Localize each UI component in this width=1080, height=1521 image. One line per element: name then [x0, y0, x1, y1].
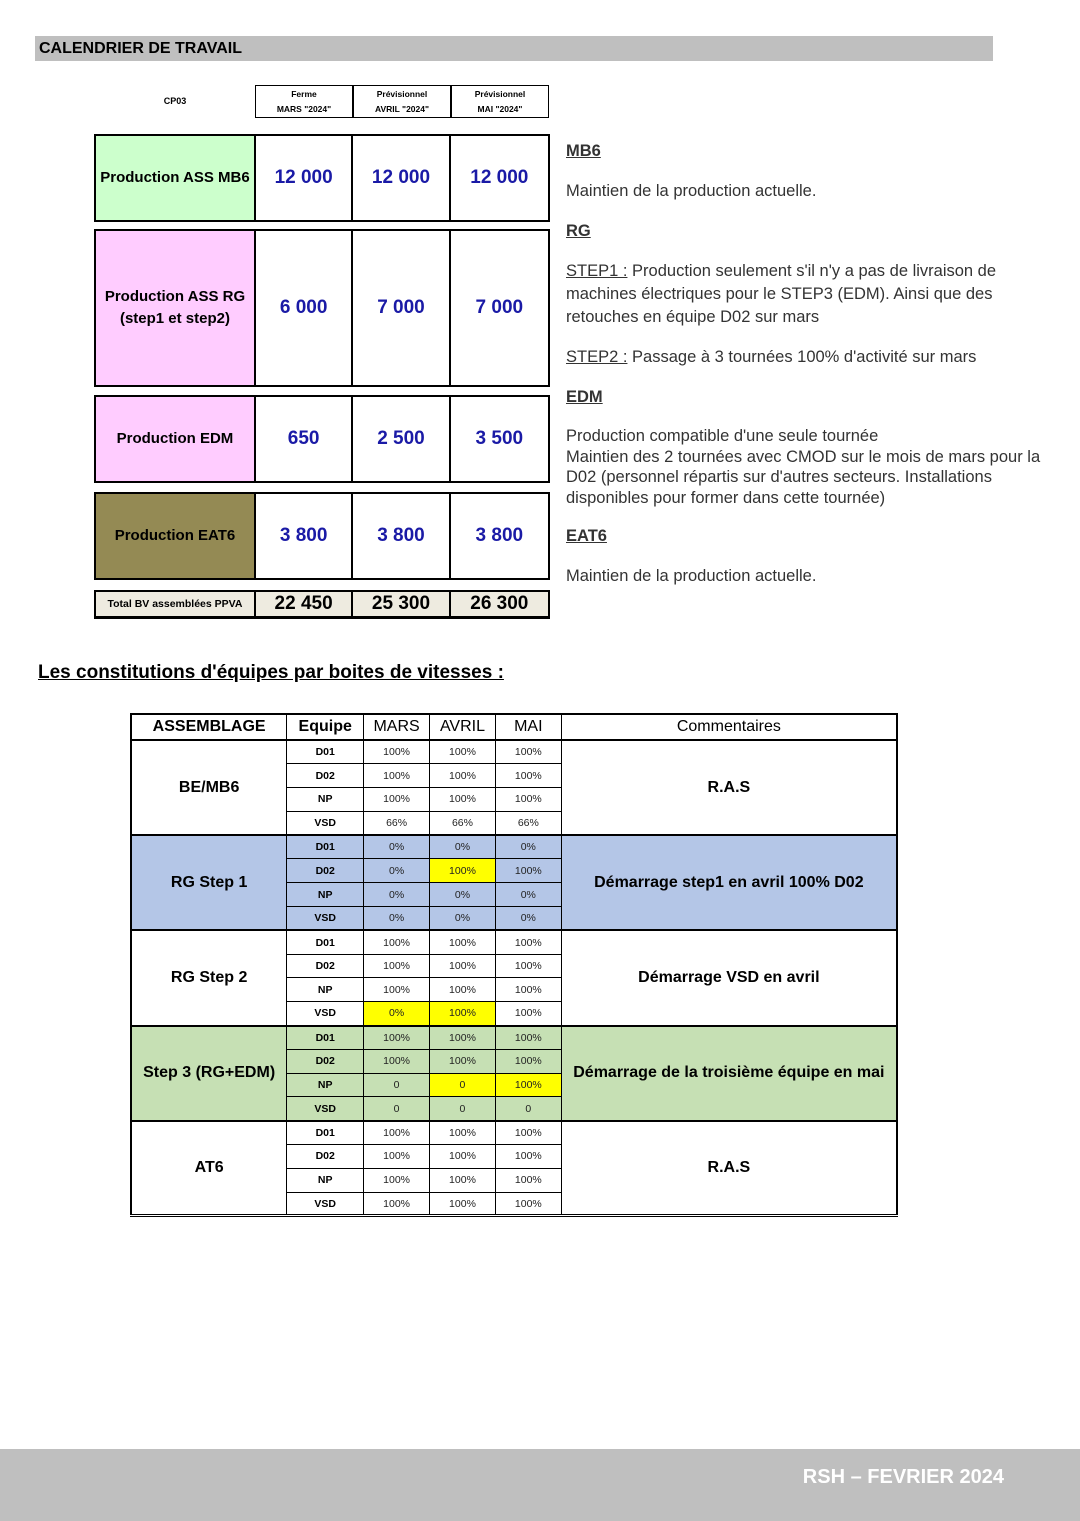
activity-percent: 66% — [364, 811, 430, 835]
activity-percent: 0% — [364, 835, 430, 859]
production-value: 12 000 — [470, 167, 529, 188]
activity-percent: 100% — [430, 788, 496, 812]
activity-percent: 100% — [430, 954, 496, 978]
equipe-code: D02 — [287, 859, 364, 883]
assemblage-name: RG Step 2 — [131, 930, 287, 1025]
production-value: 3 800 — [475, 525, 524, 546]
production-value: 7 000 — [353, 231, 450, 385]
activity-percent: 100% — [495, 740, 561, 764]
activity-percent: 100% — [364, 930, 430, 954]
activity-percent: 0% — [495, 835, 561, 859]
team-comment: R.A.S — [561, 1121, 897, 1216]
page-footer — [0, 1449, 1080, 1521]
activity-percent: 100% — [364, 978, 430, 1002]
production-value: 650 — [256, 397, 353, 481]
activity-percent: 100% — [495, 1145, 561, 1169]
activity-percent: 100% — [364, 1145, 430, 1169]
cp-code: CP03 — [163, 96, 187, 106]
activity-percent: 100% — [495, 1192, 561, 1216]
activity-percent: 100% — [495, 859, 561, 883]
activity-percent: 0 — [495, 1097, 561, 1121]
equipe-code: VSD — [287, 907, 364, 931]
team-comment: Démarrage de la troisième équipe en mai — [561, 1026, 897, 1121]
production-row-rg — [94, 229, 550, 387]
activity-percent: 0 — [364, 1073, 430, 1097]
activity-percent: 0 — [364, 1097, 430, 1121]
activity-percent: 0% — [364, 859, 430, 883]
equipe-code: VSD — [287, 1097, 364, 1121]
production-value: 6 000 — [256, 231, 353, 385]
note-step1 — [566, 260, 1046, 329]
activity-percent: 100% — [495, 1049, 561, 1073]
equipe-code: D02 — [287, 764, 364, 788]
activity-percent: 100% — [495, 1073, 561, 1097]
production-value: 12 000 — [256, 136, 353, 220]
step2-label: STEP2 : — [566, 348, 628, 366]
equipe-code: D02 — [287, 954, 364, 978]
activity-percent: 66% — [495, 811, 561, 835]
col-header-commentaires: Commentaires — [561, 714, 897, 740]
activity-percent: 0% — [430, 907, 496, 931]
activity-percent: 100% — [495, 764, 561, 788]
team-comment: R.A.S — [561, 740, 897, 835]
production-label: Production EDM — [96, 397, 256, 481]
equipe-code: VSD — [287, 1192, 364, 1216]
activity-percent: 100% — [495, 978, 561, 1002]
production-label: Production EAT6 — [96, 494, 256, 578]
activity-percent: 0% — [495, 883, 561, 907]
production-value: 2 500 — [353, 397, 450, 481]
equipe-code: D02 — [287, 1145, 364, 1169]
activity-percent: 66% — [430, 811, 496, 835]
equipe-code: VSD — [287, 1002, 364, 1026]
activity-percent: 100% — [430, 1049, 496, 1073]
total-value: 25 300 — [353, 592, 450, 616]
equipe-code: NP — [287, 978, 364, 1002]
activity-percent: 100% — [430, 859, 496, 883]
equipe-code: NP — [287, 883, 364, 907]
step1-label: STEP1 : — [566, 262, 628, 280]
activity-percent: 0% — [364, 1002, 430, 1026]
equipe-code: D01 — [287, 835, 364, 859]
teams-section-title: Les constitutions d'équipes par boites de vitesses : — [38, 662, 504, 683]
month-header-avril — [353, 85, 451, 118]
activity-percent: 100% — [495, 954, 561, 978]
assemblage-name: Step 3 (RG+EDM) — [131, 1026, 287, 1121]
table-row — [131, 740, 897, 764]
activity-percent: 100% — [364, 1168, 430, 1192]
activity-percent: 100% — [495, 1168, 561, 1192]
production-total-row — [94, 590, 550, 619]
production-row-edm — [94, 395, 550, 483]
team-comment: Démarrage VSD en avril — [561, 930, 897, 1025]
activity-percent: 100% — [430, 1145, 496, 1169]
activity-percent: 100% — [364, 764, 430, 788]
note-heading-eat6: EAT6 — [566, 527, 607, 545]
production-value: 3 800 — [353, 494, 450, 578]
activity-percent: 100% — [430, 740, 496, 764]
step1-text: Production seulement s'il n'y a pas de livraison de machines électriques pour le STEP3 (EDM). Ainsi que des retouches en équipe D02 sur mars — [566, 262, 997, 326]
activity-percent: 100% — [430, 930, 496, 954]
month-label: AVRIL "2024" — [374, 104, 430, 114]
activity-percent: 100% — [430, 764, 496, 788]
assemblage-name: AT6 — [131, 1121, 287, 1216]
activity-percent: 0% — [364, 907, 430, 931]
note-step2 — [566, 346, 1046, 369]
activity-percent: 100% — [430, 978, 496, 1002]
team-comment: Démarrage step1 en avril 100% D02 — [561, 835, 897, 930]
month-label: MAI "2024" — [477, 104, 523, 114]
table-row — [131, 930, 897, 954]
equipe-code: VSD — [287, 811, 364, 835]
col-header-equipe: Equipe — [287, 714, 364, 740]
equipe-code: D01 — [287, 740, 364, 764]
production-label: Production ASS MB6 — [96, 136, 256, 220]
month-header-mars — [255, 85, 353, 118]
col-header-mars: MARS — [364, 714, 430, 740]
production-value: 7 000 — [475, 297, 524, 318]
table-row — [131, 1026, 897, 1050]
table-row — [131, 1121, 897, 1145]
production-row-mb6 — [94, 134, 550, 222]
table-row — [131, 835, 897, 859]
month-status: Ferme — [291, 89, 317, 99]
activity-percent: 100% — [495, 1121, 561, 1145]
activity-percent: 100% — [495, 930, 561, 954]
production-value: 12 000 — [353, 136, 450, 220]
activity-percent: 100% — [495, 788, 561, 812]
note-text-edm-2: Maintien des 2 tournées avec CMOD sur le mois de mars pour la D02 (personnel répartis sur d'autres secteurs. Installations disponibles pour former dans cette tournée) — [566, 447, 1041, 507]
teams-table — [130, 713, 898, 1217]
activity-percent: 100% — [364, 1026, 430, 1050]
activity-percent: 100% — [495, 1002, 561, 1026]
activity-percent: 100% — [430, 1026, 496, 1050]
note-heading-mb6: MB6 — [566, 142, 601, 160]
section-title: CALENDRIER DE TRAVAIL — [35, 36, 993, 61]
step2-text: Passage à 3 tournées 100% d'activité sur mars — [627, 348, 977, 366]
month-label: MARS "2024" — [276, 104, 332, 114]
activity-percent: 100% — [364, 1049, 430, 1073]
note-text-eat6: Maintien de la production actuelle. — [566, 567, 817, 585]
activity-percent: 0 — [430, 1073, 496, 1097]
activity-percent: 0% — [430, 883, 496, 907]
production-notes — [566, 140, 1046, 605]
activity-percent: 100% — [364, 1192, 430, 1216]
note-heading-edm: EDM — [566, 388, 603, 406]
activity-percent: 100% — [430, 1168, 496, 1192]
assemblage-name: BE/MB6 — [131, 740, 287, 835]
production-value: 3 800 — [256, 494, 353, 578]
activity-percent: 0 — [430, 1097, 496, 1121]
activity-percent: 100% — [364, 954, 430, 978]
col-header-mai: MAI — [495, 714, 561, 740]
month-status: Prévisionnel — [376, 89, 428, 99]
activity-percent: 100% — [430, 1192, 496, 1216]
activity-percent: 100% — [430, 1002, 496, 1026]
note-heading-rg: RG — [566, 222, 591, 240]
footer-text: RSH – FEVRIER 2024 — [802, 1466, 1004, 1488]
production-row-eat6 — [94, 492, 550, 580]
equipe-code: D01 — [287, 1121, 364, 1145]
production-label: Production ASS RG (step1 et step2) — [96, 231, 256, 385]
col-header-assemblage: ASSEMBLAGE — [131, 714, 287, 740]
activity-percent: 100% — [430, 1121, 496, 1145]
total-label: Total BV assemblées PPVA — [96, 592, 256, 616]
activity-percent: 0% — [364, 883, 430, 907]
note-text-edm-1: Production compatible d'une seule tournée — [566, 427, 879, 445]
production-value: 3 500 — [475, 428, 524, 449]
equipe-code: D01 — [287, 1026, 364, 1050]
activity-percent: 100% — [495, 1026, 561, 1050]
activity-percent: 100% — [364, 1121, 430, 1145]
activity-percent: 0% — [495, 907, 561, 931]
total-value: 22 450 — [256, 592, 353, 616]
month-header-mai — [451, 85, 549, 118]
col-header-avril: AVRIL — [430, 714, 496, 740]
equipe-code: D02 — [287, 1049, 364, 1073]
assemblage-name: RG Step 1 — [131, 835, 287, 930]
equipe-code: NP — [287, 788, 364, 812]
activity-percent: 100% — [364, 788, 430, 812]
equipe-code: D01 — [287, 930, 364, 954]
total-value: 26 300 — [470, 593, 529, 614]
note-text-mb6: Maintien de la production actuelle. — [566, 182, 817, 200]
equipe-code: NP — [287, 1168, 364, 1192]
activity-percent: 100% — [364, 740, 430, 764]
activity-percent: 0% — [430, 835, 496, 859]
month-status: Prévisionnel — [474, 89, 526, 99]
teams-header-row — [131, 714, 897, 740]
equipe-code: NP — [287, 1073, 364, 1097]
